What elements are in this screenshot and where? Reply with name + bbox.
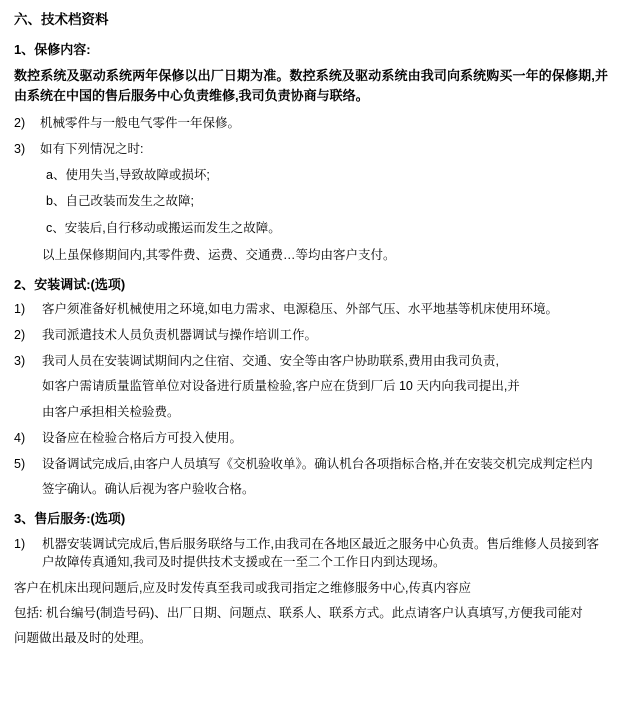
list-item-label: 机器安装调试完成后,售后服务联络与工作,由我司在各地区最近之服务中心负责。售后维修人员接到客户故障传真通知,我司及时提供技术支援或在一至二个工作日内到达现场。 xyxy=(42,536,599,570)
list-item-label: 客户须准备好机械使用之环境,如电力需求、电源稳压、外部气压、水平地基等机床使用环境。 xyxy=(42,302,558,317)
list-item: b、自己改装而发生之故障; xyxy=(46,194,194,209)
list-item-number: 1) xyxy=(14,536,26,551)
list-item: a、使用失当,导致故障或损坏; xyxy=(46,167,210,182)
page-title: 六、技术档资料 xyxy=(14,12,109,27)
list-item-label: 我司派遣技术人员负责机器调试与操作培训工作。 xyxy=(42,327,318,342)
list-item xyxy=(14,326,608,345)
list-item-number: 3) xyxy=(14,141,26,156)
list-item-number: 1) xyxy=(14,302,26,317)
list-item-label: 由客户承担相关检验费。 xyxy=(42,405,180,420)
list-item-label: 如有下列情况之时: xyxy=(40,141,144,156)
heading-installation: 2、安装调试:(选项) xyxy=(14,276,126,292)
after-sales-note-line: 问题做出最及时的处理。 xyxy=(14,630,152,645)
list-item-label: 签字确认。确认后视为客户验收合格。 xyxy=(42,482,255,497)
list-item-number: 2) xyxy=(14,327,26,342)
after-sales-note-line: 客户在机床出现问题后,应及时发传真至我司或我司指定之维修服务中心,传真内容应 xyxy=(14,581,471,596)
heading-warranty: 1、保修内容: xyxy=(14,42,91,58)
list-item-continuation xyxy=(14,403,608,422)
list-item xyxy=(14,429,608,448)
list-item-number: 5) xyxy=(14,456,26,471)
list-item-number: 4) xyxy=(14,430,26,445)
list-item-label: 我司人员在安装调试期间内之住宿、交通、安全等由客户协助联系,费用由我司负责, xyxy=(42,353,499,368)
list-item-label: 机械零件与一般电气零件一年保修。 xyxy=(40,116,241,131)
warranty-intro-paragraph: 数控系统及驱动系统两年保修以出厂日期为准。数控系统及驱动系统由我司向系统购买一年的保修期,并由系统在中国的售后服务中心负责维修,我司负责协商与联络。 xyxy=(14,67,608,103)
list-item-continuation xyxy=(14,480,608,499)
list-item xyxy=(14,300,608,319)
list-item-number: 3) xyxy=(14,353,26,368)
list-item-number: 2) xyxy=(14,116,26,131)
list-item xyxy=(14,352,608,371)
list-item-label: 设备应在检验合格后方可投入使用。 xyxy=(42,430,243,445)
after-sales-note-line: 包括: 机台编号(制造号码)、出厂日期、问题点、联系人、联系方式。此点请客户认真填写,方便我司能对 xyxy=(14,605,583,620)
list-item xyxy=(14,140,608,159)
warranty-closing-note: 以上虽保修期间内,其零件费、运费、交通费…等均由客户支付。 xyxy=(42,247,396,262)
list-item-continuation xyxy=(14,377,608,396)
heading-after-sales: 3、售后服务:(选项) xyxy=(14,511,126,527)
list-item xyxy=(14,114,608,133)
list-item: c、安装后,自行移动或搬运而发生之故障。 xyxy=(46,221,281,236)
list-item-label: 如客户需请质量监管单位对设备进行质量检验,客户应在货到厂后 10 天内向我司提出,并 xyxy=(42,379,520,394)
list-item-label: 设备调试完成后,由客户人员填写《交机验收单》。确认机台各项指标合格,并在安装交机完成判定栏内 xyxy=(42,456,593,471)
list-item xyxy=(14,455,608,474)
list-item xyxy=(14,535,608,573)
